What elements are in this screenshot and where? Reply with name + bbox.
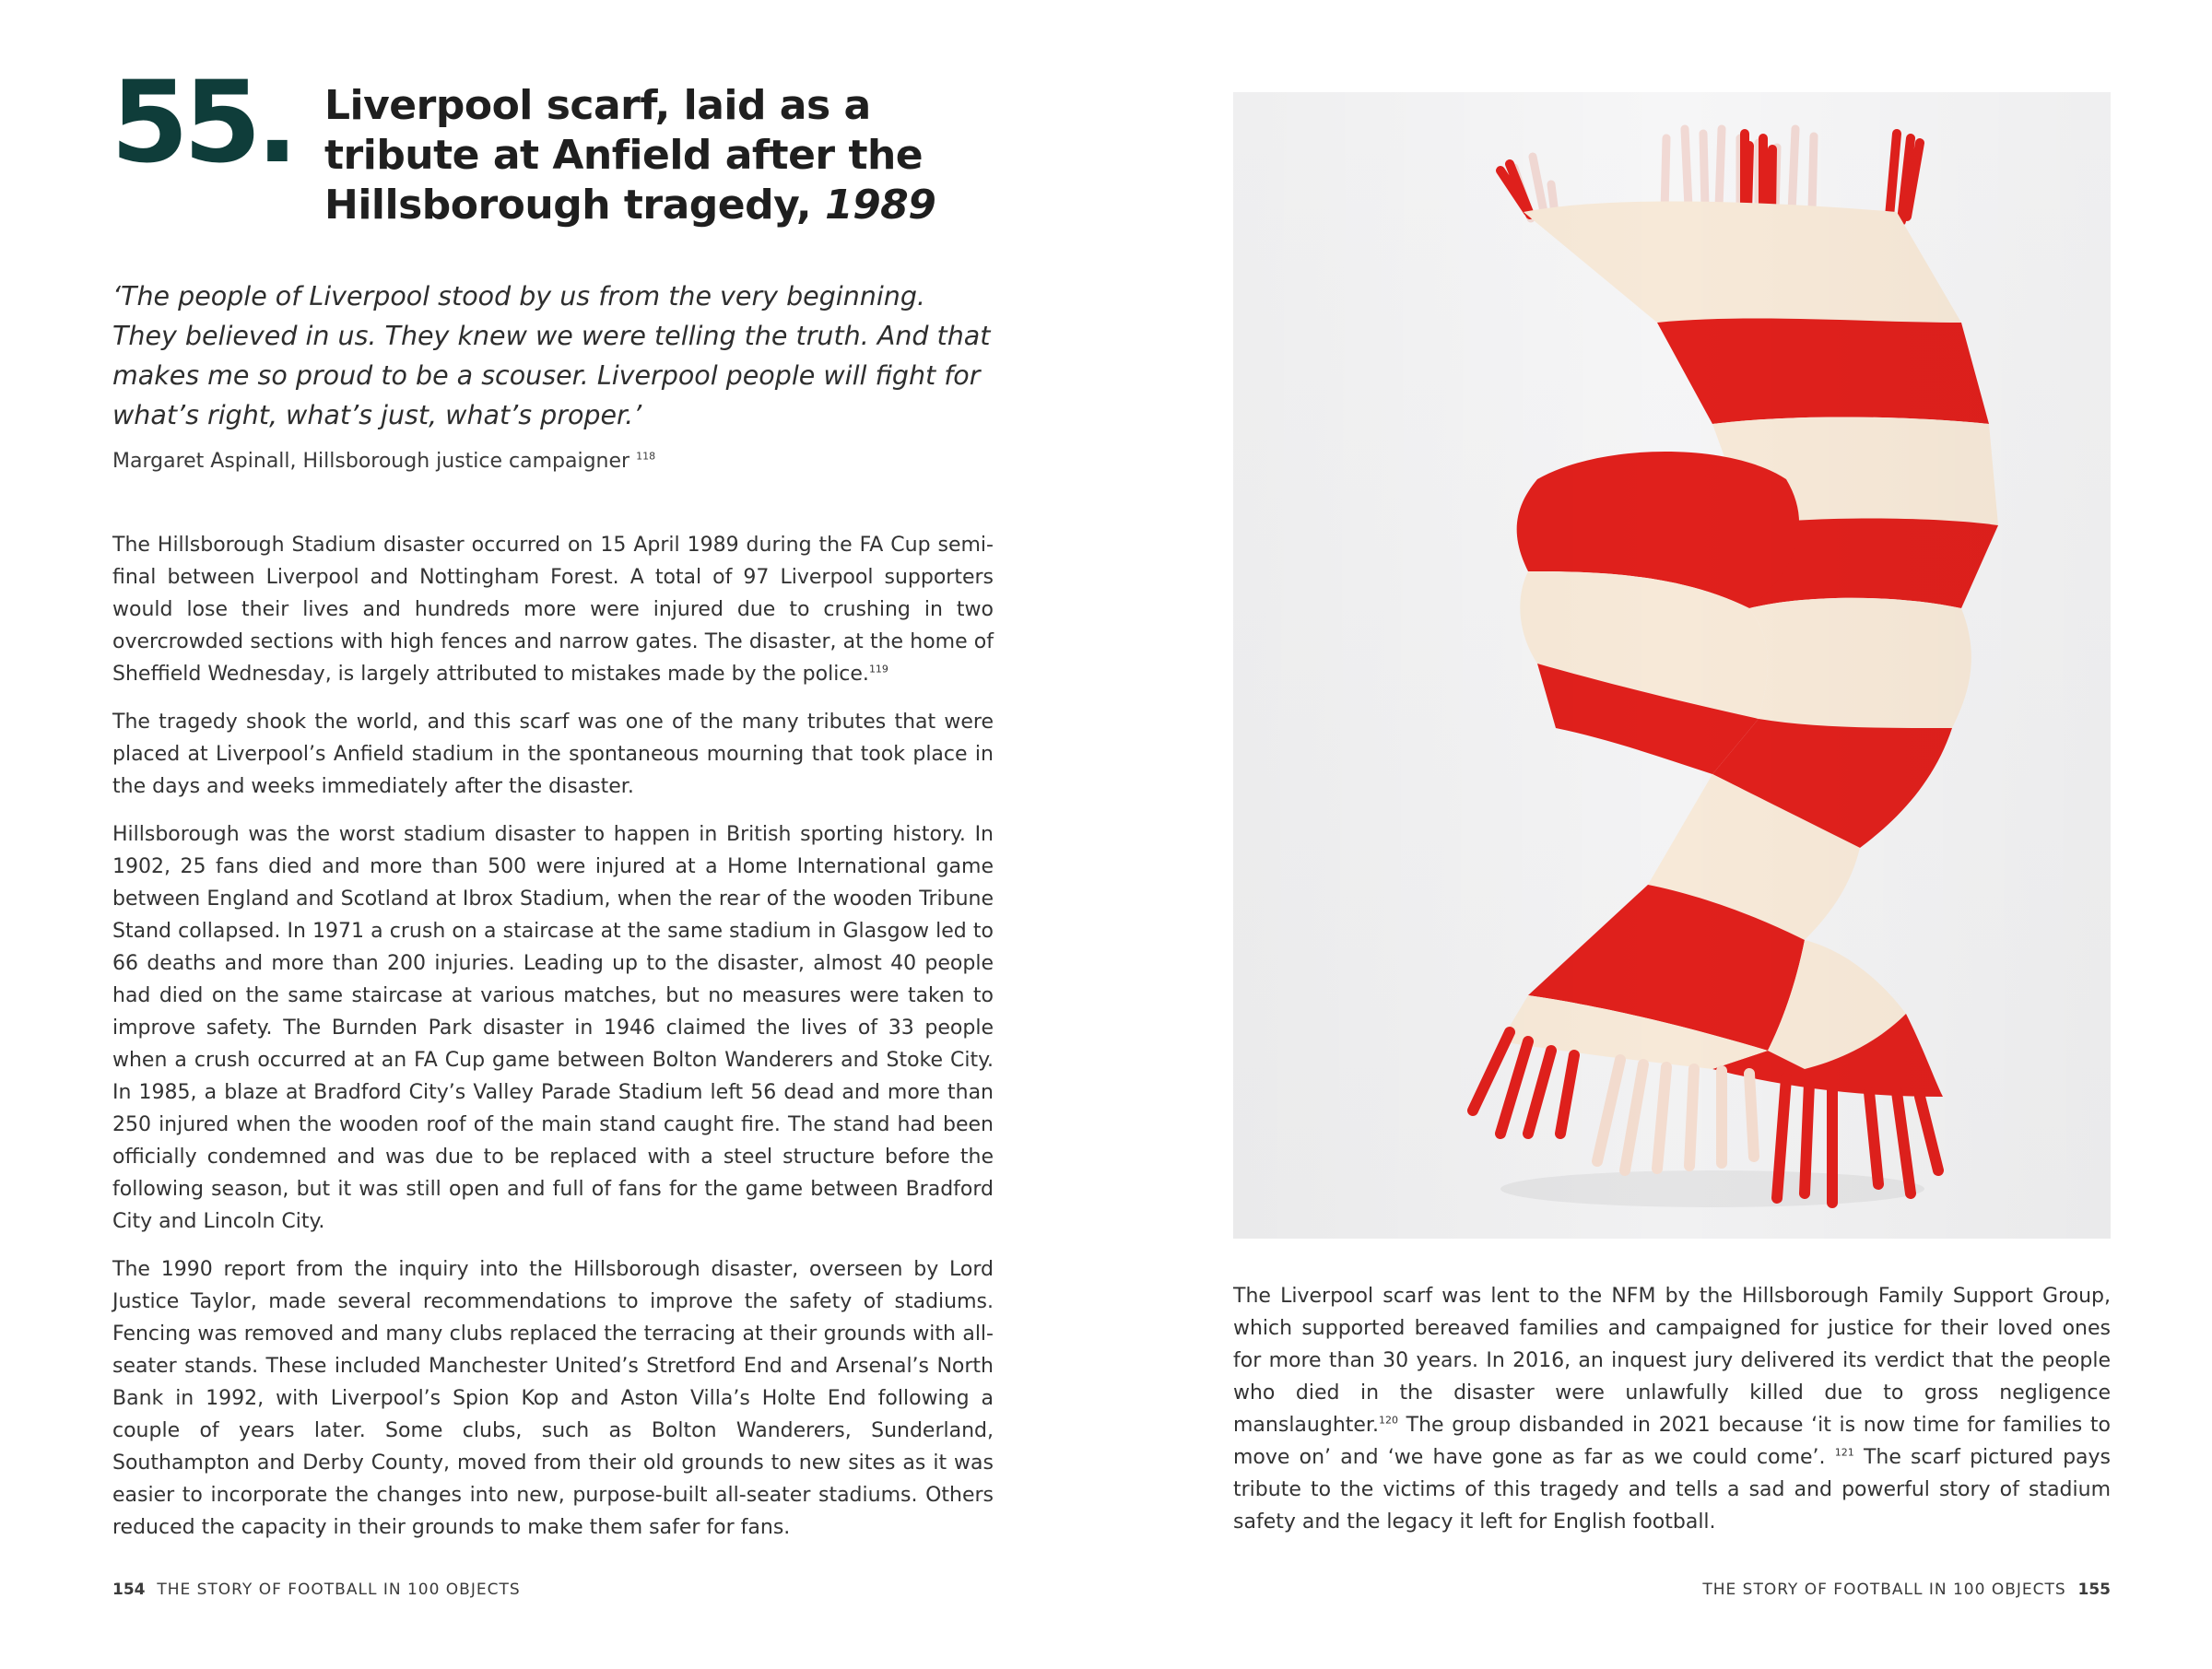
body-text xyxy=(112,529,994,1559)
quote-attribution xyxy=(112,448,942,476)
paragraph xyxy=(112,1253,994,1544)
attribution-text: Margaret Aspinall, Hillsborough justice campaigner xyxy=(112,450,630,473)
caption-text-1: The Liverpool scarf was lent to the NFM by the Hillsborough Family Support Group, which supported bereaved families and campaigned for justice for their loved ones for more than 30 years. In 2016, an inquest jury delivered its verdict that the people who died in the disaster were unlawfully killed due to gross negligence manslaughter. xyxy=(1233,1285,2111,1437)
caption-paragraph xyxy=(1233,1280,2111,1538)
scarf-illustration xyxy=(1233,92,2111,1239)
footnote-ref: 118 xyxy=(636,450,656,463)
page-number: 154 xyxy=(112,1581,146,1599)
object-title-text: Liverpool scarf, laid as a tribute at Anfield after the Hillsborough tragedy, xyxy=(324,82,924,229)
footnote-ref: 121 xyxy=(1834,1446,1854,1459)
paragraph-text: The Hillsborough Stadium disaster occurred on 15 April 1989 during the FA Cup semi-final between Liverpool and Nottingham Forest. A total of 97 Liverpool supporters would lose their lives and hundreds more were injured due to crushing in two overcrowded sections with high fences and narrow gates. The disaster, at the home of Sheffield Wednesday, is largely attributed to mistakes made by the police. xyxy=(112,534,994,686)
paragraph-text: The 1990 report from the inquiry into the Hillsborough disaster, overseen by Lord Justice Taylor, made several recommendations to improve the safety of stadiums. Fencing was removed and many clubs replaced the terracing at their grounds with all-seater stands. These included Manchester United’s Stretford End and Arsenal’s North Bank in 1992, with Liverpool’s Spion Kop and Aston Villa’s Holte End following a couple of years later. Some clubs, such as Bolton Wanderers, Sunderland, Southampton and Derby County, moved from their old grounds to new sites as it was easier to incorporate the changes into new, purpose-built all-seater stadiums. Others reduced the capacity in their grounds to make them safer for fans. xyxy=(112,1258,994,1539)
paragraph xyxy=(112,818,994,1238)
object-title-year: 1989 xyxy=(824,182,936,229)
paragraph xyxy=(112,529,994,690)
right-page xyxy=(1106,0,2212,1669)
object-title xyxy=(324,81,1025,230)
footnote-ref: 120 xyxy=(1378,1414,1398,1427)
paragraph-text: Hillsborough was the worst stadium disaster to happen in British sporting history. In 1902, 25 fans died and more than 500 were injured at a Home International game between England and Scotland at Ibrox Stadium, when the rear of the wooden Tribune Stand collapsed. In 1971 a crush on a staircase at the same stadium in Glasgow led to 66 deaths and more than 200 injuries. Leading up to the disaster, almost 40 people had died on the same staircase at various matches, but no measures were taken to improve safety. The Burnden Park disaster in 1946 claimed the lives of 33 people when a crush occurred at an FA Cup game between Bolton Wanderers and Stoke City. In 1985, a blaze at Bradford City’s Valley Parade Stadium left 56 dead and more than 250 injured when the wooden roof of the main stand caught fire. The stand had been officially condemned and was due to be replaced with a steel structure before the following season, but it was still open and full of fans for the game between Bradford City and Lincoln City. xyxy=(112,823,994,1233)
footer-left xyxy=(112,1579,521,1601)
running-title: THE STORY OF FOOTBALL IN 100 OBJECTS xyxy=(1702,1581,2066,1599)
running-title: THE STORY OF FOOTBALL IN 100 OBJECTS xyxy=(157,1581,521,1599)
caption-text-3: The scarf pictured pays tribute to the victims of this tragedy and tells a sad and powerful story of stadium safety and the legacy it left for English football. xyxy=(1233,1446,2112,1534)
object-number: 55. xyxy=(111,57,294,188)
pull-quote: ‘The people of Liverpool stood by us from the very beginning. They believed in us. They knew we were telling the truth. And that makes me so proud to be a scouser. Liverpool people will fight for what’s right, what’s just, what’s proper.’ xyxy=(112,281,991,430)
page-number: 155 xyxy=(2077,1581,2111,1599)
paragraph-text: The tragedy shook the world, and this scarf was one of the many tributes that were placed at Liverpool’s Anfield stadium in the spontaneous mourning that took place in the days and weeks immediately after the disaster. xyxy=(112,711,994,798)
caption-text-2: The group disbanded in 2021 because ‘it is now time for families to move on’ and ‘we have gone as far as we could come’. xyxy=(1233,1414,2111,1469)
footnote-ref: 119 xyxy=(868,663,888,676)
footer-right xyxy=(1702,1579,2111,1601)
scarf-caption xyxy=(1233,1280,2111,1554)
paragraph xyxy=(112,706,994,803)
scarf-photo xyxy=(1233,92,2111,1239)
